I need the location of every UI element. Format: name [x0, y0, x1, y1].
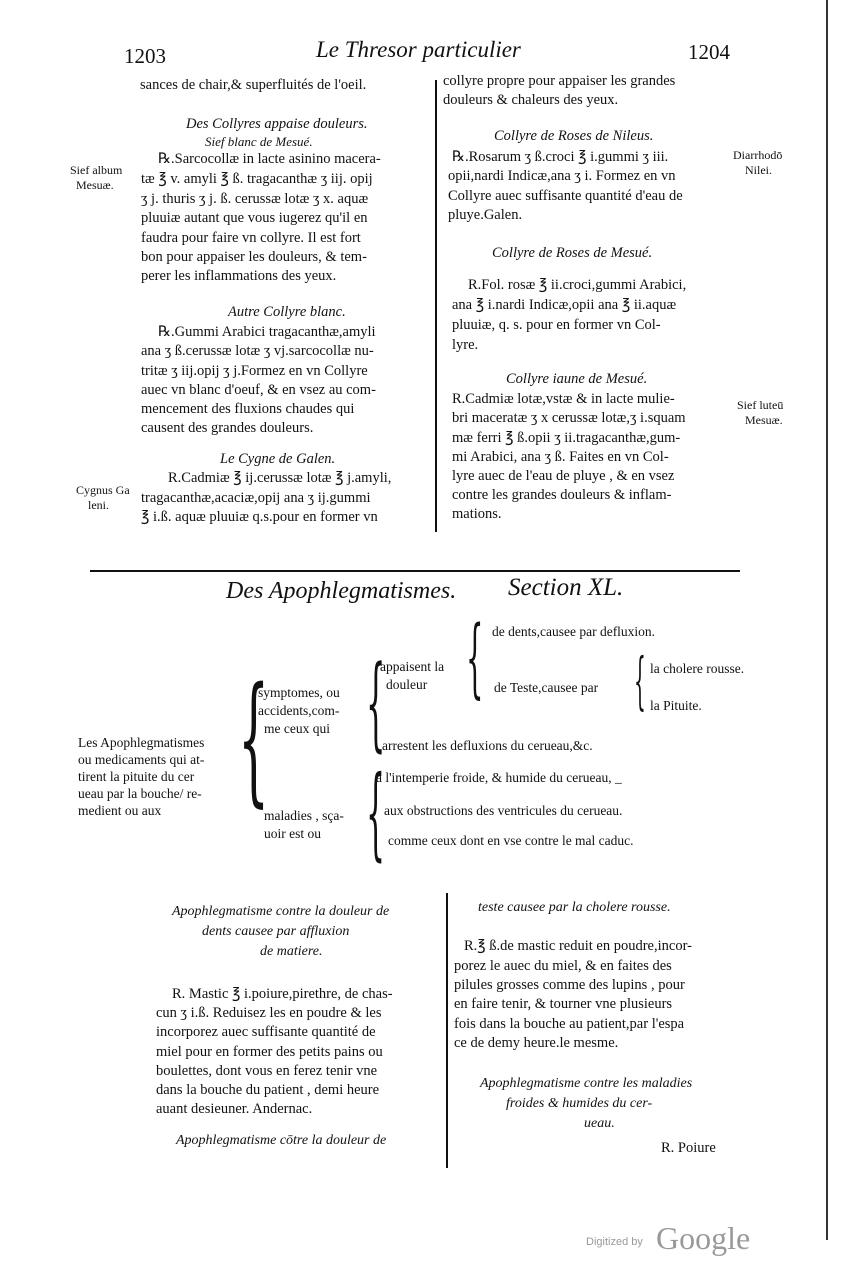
text-line: ana ℥ i.nardi Indicæ,opii ana ℥ ii.aquæ [452, 297, 677, 313]
brace-appaisent: { [466, 608, 484, 708]
section-title: ueau. [584, 1116, 615, 1131]
text-line: ana ʒ ß.cerussæ lotæ ʒ vj.sarcocollæ nu- [141, 343, 374, 359]
table-root-text: ueau par la bouche/ re- [78, 786, 202, 801]
text-line: collyre propre pour appaiser les grandes [443, 73, 676, 89]
text-line: ce de demy heure.le mesme. [454, 1035, 619, 1051]
section-title: Le Cygne de Galen. [220, 451, 336, 467]
text-line: Collyre auec suffisante quantité d'eau de [448, 188, 683, 204]
text-line: pluuiæ autant que vous iugerez qu'il en [141, 210, 368, 226]
section-rule [90, 570, 740, 572]
text-line: douleurs & chaleurs des yeux. [443, 92, 619, 108]
brace-symptomes: { [366, 644, 386, 763]
table-leaf-text: à l'intemperie froide, & humide du cerueau, _ [376, 770, 622, 785]
text-line: mencement des fluxions chaudes qui [141, 401, 355, 417]
table-leaf-text: de Teste,causee par [494, 680, 599, 695]
text-line: ℞.Rosarum ʒ ß.croci ℥ i.gummi ʒ iii. [452, 149, 669, 165]
text-line: R.Fol. rosæ ℥ ii.croci,gummi Arabici, [468, 277, 687, 293]
table-root-text: tirent la pituite du cer [78, 769, 195, 784]
text-line: mæ ferri ℥ ß.opii ʒ ii.tragacanthæ,gum- [452, 430, 681, 446]
margin-note: Sief luteū [737, 398, 784, 412]
text-line: ℞.Gummi Arabici tragacanthæ,amyli [158, 324, 376, 340]
page-edge [826, 0, 828, 1240]
section-title: teste causee par la cholere rousse. [478, 900, 671, 915]
brace-maladies: { [366, 754, 386, 871]
margin-note: Cygnus Ga [76, 483, 130, 497]
text-line: lyre. [452, 337, 479, 353]
section-subtitle: Sief blanc de Mesué. [205, 134, 313, 149]
text-line: tragacanthæ,acaciæ,opij ana ʒ ij.gummi [141, 490, 371, 506]
text-line: ʒ j. thuris ʒ j. ß. cerussæ lotæ ʒ x. aquæ [141, 191, 369, 207]
text-line: boulettes, dont vous en ferez tenir vne [156, 1063, 378, 1079]
margin-note: Diarrhodō [733, 148, 783, 162]
running-title: Le Thresor particulier [316, 37, 521, 62]
text-line: incorporez auec suffisante quantité de [156, 1024, 376, 1040]
text-line: ℥ i.ß. aquæ pluuiæ q.s.pour en former vn [141, 509, 378, 525]
text-line: pluye.Galen. [448, 207, 523, 223]
text-line: pilules grosses comme des lupins , pour [454, 977, 685, 993]
table-root-text: ou medicaments qui at- [78, 752, 205, 767]
page-number-right: 1204 [688, 40, 730, 64]
table-leaf-text: comme ceux dont en vse contre le mal caduc. [388, 833, 634, 848]
section-title: Apophlegmatisme contre la douleur de [172, 904, 390, 919]
section-title: Collyre de Roses de Nileus. [494, 128, 654, 144]
text-line: fois dans la bouche au patient,par l'espa [454, 1016, 685, 1032]
margin-note: leni. [88, 498, 109, 512]
section-title: dents causee par affluxion [202, 924, 350, 939]
text-line: faudra pour faire vn collyre. Il est fort [141, 230, 361, 246]
section-title: Collyre de Roses de Mesué. [492, 245, 653, 261]
text-line: miel pour en former des petits pains ou [156, 1044, 383, 1060]
text-line: lyre auec de l'eau de pluye , & en vsez [452, 468, 675, 484]
table-branch-text: me ceux qui [264, 721, 330, 736]
section-title: Autre Collyre blanc. [228, 304, 346, 320]
text-line: tritæ ʒ iij.opij ʒ j.Formez en vn Collyre [141, 363, 368, 379]
text-line: bri maceratæ ʒ x cerussæ lotæ,ʒ i.squam [452, 410, 686, 426]
margin-note: Sief album [70, 163, 123, 177]
table-root-text: Les Apophlegmatismes [78, 735, 205, 750]
table-leaf-text: la Pituite. [650, 698, 702, 713]
digitized-label: Digitized by [586, 1236, 643, 1248]
column-divider [435, 80, 437, 532]
catchword: R. Poiure [661, 1140, 716, 1156]
text-line: dans la bouche du patient , demi heure [156, 1082, 380, 1098]
text-line: R. Mastic ℥ i.poiure,pirethre, de chas- [172, 986, 393, 1002]
table-leaf-text: la cholere rousse. [650, 661, 745, 676]
table-leaf-text: aux obstructions des ventricules du cerueau. [384, 803, 623, 818]
text-line: cun ʒ i.ß. Reduisez les en poudre & les [156, 1005, 382, 1021]
section-title: Apophlegmatisme cōtre la douleur de [176, 1133, 387, 1148]
table-leaf-text: arrestent les defluxions du cerueau,&c. [382, 738, 593, 753]
table-branch-text: accidents,com- [258, 703, 340, 718]
table-branch-text: appaisent la [380, 659, 445, 674]
text-line: sances de chair,& superfluités de l'oeil. [140, 77, 367, 93]
margin-note: Nilei. [745, 163, 772, 177]
text-line: R.℥ ß.de mastic reduit en poudre,incor- [464, 938, 692, 954]
table-branch-text: douleur [386, 677, 428, 692]
text-line: pluuiæ, q. s. pour en former vn Col- [452, 317, 661, 333]
table-root-text: medient ou aux [78, 803, 162, 818]
text-line: mations. [452, 506, 502, 522]
margin-note: Mesuæ. [76, 178, 114, 192]
margin-note: Mesuæ. [745, 413, 783, 427]
table-leaf-text: de dents,causee par defluxion. [492, 624, 656, 639]
table-branch-text: uoir est ou [264, 826, 321, 841]
text-line: opii,nardi Indicæ,ana ʒ i. Formez en vn [448, 168, 676, 184]
text-line: en faire tenir, & tourner vne plusieurs [454, 996, 673, 1012]
section-title: Collyre iaune de Mesué. [506, 371, 648, 387]
page-number-left: 1203 [124, 44, 166, 68]
section-heading-number: Section XL. [508, 574, 624, 601]
section-title: Des Collyres appaise douleurs. [186, 116, 368, 132]
text-line: auec vn blanc d'oeuf, & en vsez au com- [141, 382, 376, 398]
text-line: auant desieuner. Andernac. [156, 1101, 313, 1117]
table-branch-text: symptomes, ou [258, 685, 340, 700]
text-line: causent des grandes douleurs. [141, 420, 314, 436]
text-line: bon pour appaiser les douleurs, & tem- [141, 249, 367, 265]
text-line: R.Cadmiæ ℥ ij.cerussæ lotæ ℥ j.amyli, [168, 470, 392, 486]
section-title: froides & humides du cer- [506, 1096, 653, 1111]
text-line: tæ ℥ v. amyli ℥ ß. tragacanthæ ʒ iij. opij [141, 171, 373, 187]
google-logo: Google [656, 1220, 751, 1256]
section-title: Apophlegmatisme contre les maladies [480, 1076, 693, 1091]
brace-teste: { [634, 644, 646, 717]
text-line: R.Cadmiæ lotæ,vstæ & in lacte mulie- [452, 391, 675, 407]
text-line: porez le auec du miel, & en faites des [454, 958, 672, 974]
text-line: mi Arabici, ana ʒ ß. Faites en vn Col- [452, 449, 669, 465]
section-title: de matiere. [260, 944, 323, 959]
section-heading-title: Des Apophlegmatismes. [226, 578, 457, 604]
text-line: ℞.Sarcocollæ in lacte asinino macera- [158, 151, 381, 167]
text-line: contre les grandes douleurs & inflam- [452, 487, 672, 503]
brace-main: { [238, 658, 270, 821]
table-branch-text: maladies , sça- [264, 808, 344, 823]
column-divider [446, 893, 448, 1168]
text-line: perer les inflammations des yeux. [141, 268, 337, 284]
